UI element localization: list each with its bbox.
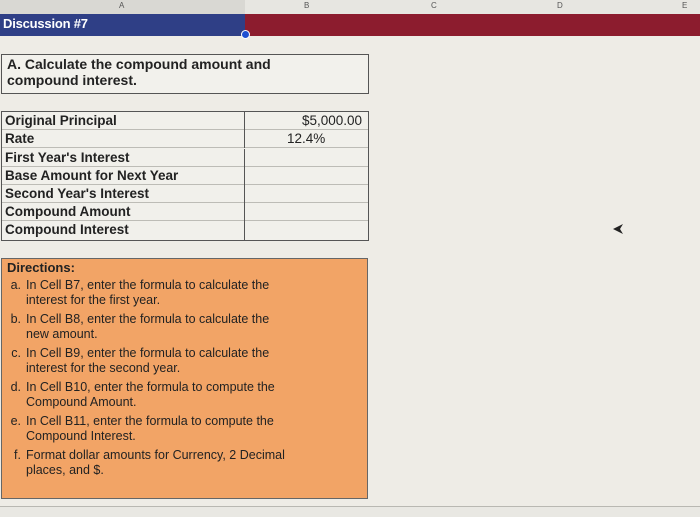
value-cell[interactable] [244, 130, 368, 148]
table-row[interactable] [2, 149, 368, 167]
row-label: Base Amount for Next Year [5, 168, 179, 183]
direction-letter: c. [11, 346, 21, 360]
direction-item [7, 380, 297, 410]
column-header-a[interactable]: A [119, 1, 125, 10]
direction-text: Format dollar amounts for Currency, 2 Decimal places, and $. [26, 448, 285, 477]
sheet-title: Discussion #7 [3, 16, 88, 31]
direction-text: In Cell B8, enter the formula to calculate the new amount. [26, 312, 270, 341]
value-cell[interactable] [244, 185, 368, 203]
direction-letter: a. [10, 278, 21, 292]
direction-letter: e. [10, 414, 21, 428]
direction-text: In Cell B7, enter the formula to calculate the interest for the first year. [26, 278, 270, 307]
cell-value: $5,000.00 [301, 113, 362, 128]
column-header-c[interactable]: C [431, 1, 437, 10]
direction-item [7, 346, 297, 376]
value-cell[interactable] [244, 221, 368, 240]
table-row[interactable] [2, 130, 368, 148]
selected-cell-a1[interactable] [0, 14, 245, 36]
row-label: Compound Amount [5, 204, 131, 219]
column-header-e[interactable]: E [682, 1, 688, 10]
direction-text: In Cell B9, enter the formula to calculate the interest for the second year. [26, 346, 270, 375]
value-cell[interactable] [244, 149, 368, 167]
direction-item [7, 414, 297, 444]
direction-text: In Cell B11, enter the formula to compute the Compound Interest. [26, 414, 274, 443]
direction-letter: f. [14, 448, 21, 462]
row-label: Rate [5, 131, 35, 146]
section-a-text: A. Calculate the compound amount and compound interest. [7, 56, 271, 88]
direction-text: In Cell B10, enter the formula to compute the Compound Amount. [26, 380, 275, 409]
value-cell[interactable] [244, 167, 368, 185]
cell-value: 12.4% [287, 131, 326, 146]
table-row[interactable] [2, 221, 368, 239]
table-row[interactable] [2, 167, 368, 185]
direction-item [7, 278, 297, 308]
table-row[interactable] [2, 112, 368, 130]
direction-item [7, 312, 297, 342]
direction-item [7, 448, 297, 478]
selection-fill-handle[interactable] [241, 30, 250, 39]
row-label: First Year's Interest [5, 150, 130, 165]
column-header-b[interactable]: B [304, 1, 310, 10]
direction-letter: d. [10, 380, 21, 394]
calculation-table [1, 111, 369, 241]
direction-letter: b. [10, 312, 21, 326]
row-label: Second Year's Interest [5, 186, 150, 201]
row-label: Original Principal [5, 113, 117, 128]
table-row[interactable] [2, 203, 368, 221]
directions-box[interactable] [1, 258, 368, 499]
section-a-box[interactable] [1, 54, 369, 94]
row-label: Compound Interest [5, 222, 129, 237]
value-cell[interactable] [244, 112, 368, 130]
column-header-d[interactable]: D [557, 1, 563, 10]
title-row [0, 14, 700, 36]
mouse-cursor-icon [612, 223, 624, 235]
directions-title: Directions: [7, 260, 75, 275]
table-row[interactable] [2, 185, 368, 203]
next-row-edge [0, 506, 700, 517]
value-cell[interactable] [244, 203, 368, 221]
